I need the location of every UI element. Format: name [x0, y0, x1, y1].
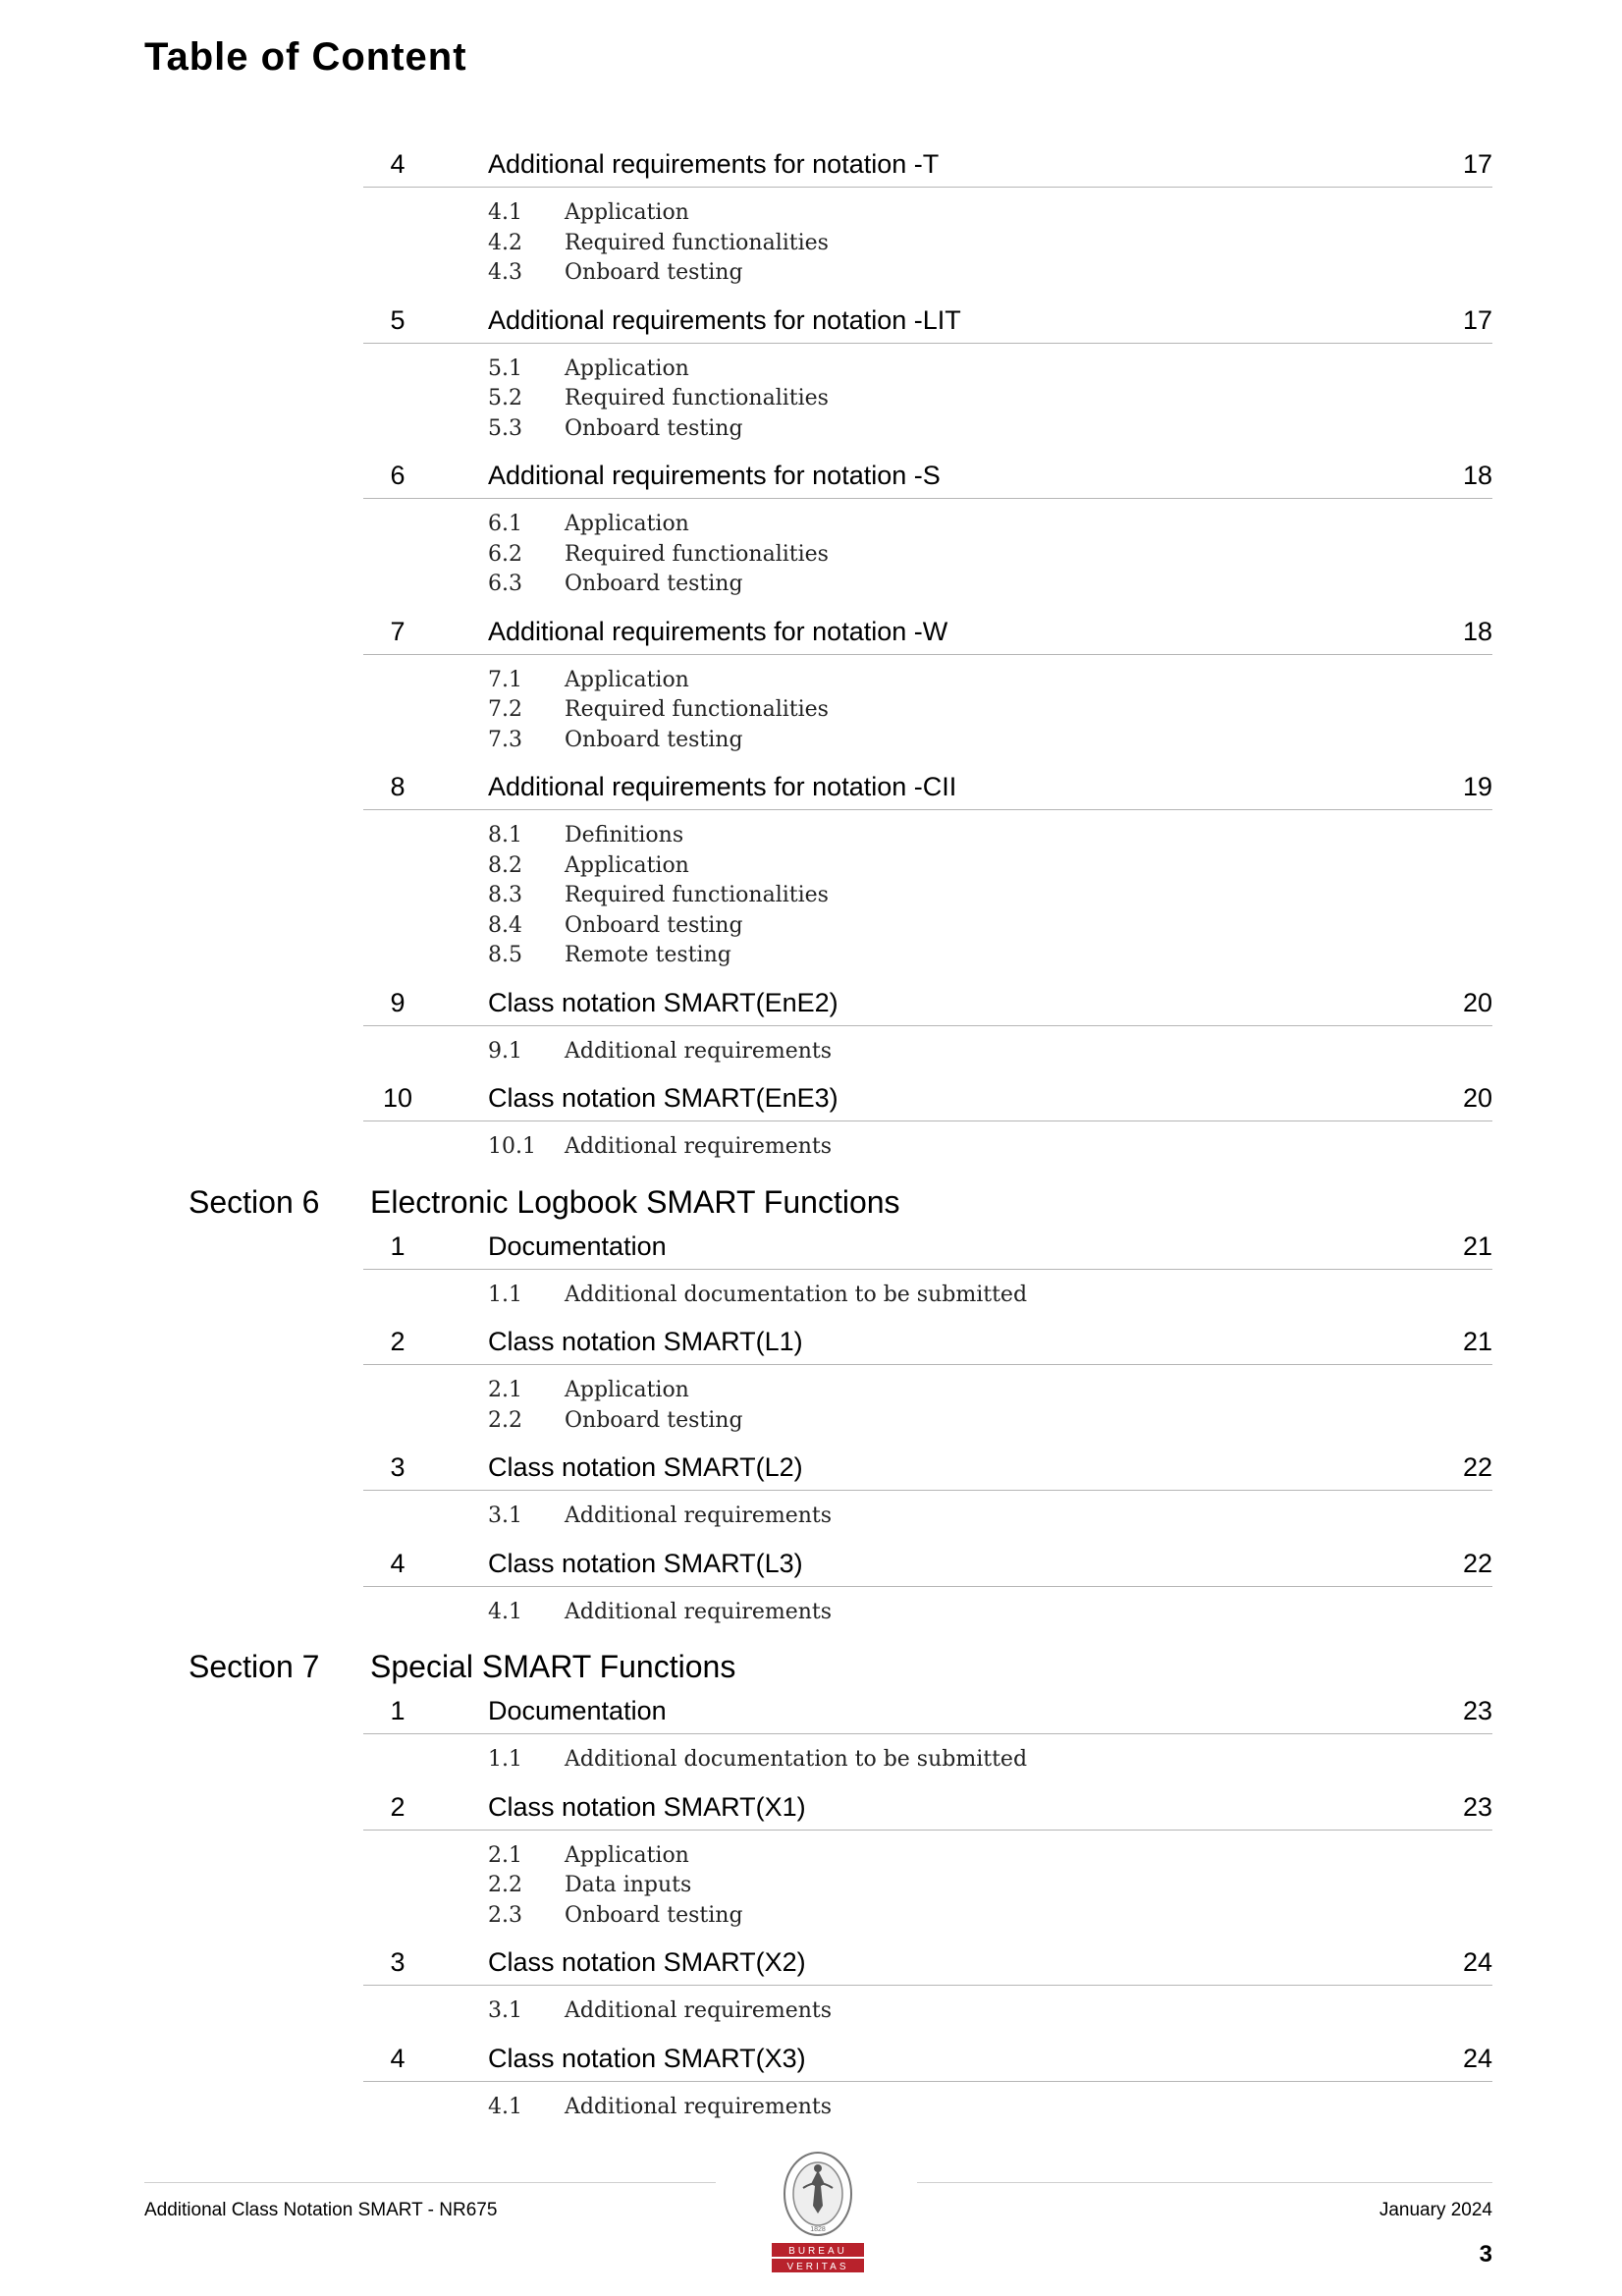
- chapter-entry[interactable]: [363, 1696, 1492, 1734]
- chapter-page: 22: [1462, 1452, 1492, 1482]
- subsection-title: Definitions: [565, 823, 684, 847]
- chapter-title: Documentation: [488, 1696, 667, 1725]
- subsection-number: 2.2: [488, 1873, 522, 1897]
- subsection-title: Onboard testing: [565, 572, 743, 596]
- subsection-number: 8.2: [488, 852, 522, 878]
- subsection-title: Remote testing: [565, 943, 731, 967]
- subsection-number: 3.1: [488, 1503, 522, 1528]
- subsection-number: 1.1: [488, 1282, 522, 1307]
- chapter-title: Class notation SMART(X1): [488, 1791, 806, 1822]
- chapter-number: 1: [390, 1230, 406, 1261]
- chapter-page: 21: [1462, 1327, 1492, 1356]
- chapter-number: 3: [390, 1947, 406, 1977]
- chapter-page: 20: [1462, 1083, 1492, 1113]
- subsection-number: 8.4: [488, 912, 522, 938]
- subsection-title: Additional documentation to be submitted: [565, 1282, 1028, 1307]
- footer-document-title: Additional Class Notation SMART - NR675: [144, 2200, 498, 2220]
- chapter-title: Class notation SMART(X2): [488, 1947, 806, 1977]
- section-label: Section 6: [189, 1183, 320, 1220]
- chapter-page: 23: [1462, 1791, 1492, 1822]
- chapter-page: 17: [1462, 304, 1492, 335]
- subsection-title: Onboard testing: [565, 727, 743, 752]
- subsection-title: Required functionalities: [565, 386, 829, 410]
- chapter-number: 9: [390, 987, 406, 1017]
- chapter-number: 6: [390, 461, 406, 490]
- subsection-number: 8.3: [488, 883, 522, 907]
- subsection-number: 4.1: [488, 2094, 522, 2119]
- subsection-number: 4.1: [488, 200, 522, 225]
- chapter-title: Additional requirements for notation -T: [488, 149, 940, 179]
- subsection-number: 2.1: [488, 1378, 522, 1402]
- chapter-number: 10: [382, 1083, 413, 1113]
- chapter-entry[interactable]: [363, 461, 1492, 499]
- chapter-entry[interactable]: [363, 1947, 1492, 1986]
- subsection-number: 9.1: [488, 1038, 522, 1064]
- chapter-title: Class notation SMART(L3): [488, 1548, 803, 1578]
- subsection-title: Additional requirements: [565, 1503, 833, 1528]
- bureau-veritas-logo-icon: [766, 2149, 870, 2276]
- chapter-number: 5: [390, 304, 406, 335]
- chapter-entry[interactable]: [363, 617, 1492, 655]
- subsection-title: Additional documentation to be submitted: [565, 1747, 1028, 1772]
- subsection-number: 6.3: [488, 572, 522, 596]
- chapter-title: Class notation SMART(EnE2): [488, 987, 838, 1017]
- chapter-entry[interactable]: [363, 1549, 1492, 1587]
- subsection-title: Onboard testing: [565, 1902, 743, 1928]
- subsection-number: 5.2: [488, 386, 522, 410]
- chapter-entry[interactable]: [363, 1452, 1492, 1491]
- chapter-entry[interactable]: [363, 2044, 1492, 2082]
- subsection-number: 2.2: [488, 1407, 522, 1433]
- subsection-number: 6.1: [488, 512, 522, 536]
- subsection-number: 6.2: [488, 541, 522, 567]
- subsection-title: Application: [565, 200, 689, 225]
- subsection-title: Onboard testing: [565, 912, 743, 938]
- chapter-number: 7: [390, 616, 406, 646]
- subsection-number: 2.3: [488, 1902, 522, 1928]
- chapter-page: 22: [1462, 1548, 1492, 1578]
- chapter-page: 24: [1462, 1947, 1492, 1977]
- subsection-number: 7.1: [488, 667, 522, 692]
- chapter-number: 4: [390, 149, 406, 179]
- chapter-page: 18: [1462, 461, 1492, 490]
- subsection-title: Onboard testing: [565, 260, 743, 285]
- svg-text:VERITAS: VERITAS: [786, 2262, 849, 2272]
- chapter-entry[interactable]: [363, 149, 1492, 188]
- chapter-title: Additional requirements for notation -LIT: [488, 304, 961, 335]
- subsection-number: 8.5: [488, 943, 522, 967]
- chapter-entry[interactable]: [363, 988, 1492, 1026]
- subsection-title: Onboard testing: [565, 1407, 743, 1433]
- chapter-title: Class notation SMART(L2): [488, 1452, 803, 1482]
- chapter-number: 4: [390, 2043, 406, 2073]
- subsection-number: 1.1: [488, 1747, 522, 1772]
- subsection-title: Required functionalities: [565, 883, 829, 907]
- subsection-title: Additional requirements: [565, 2094, 833, 2119]
- chapter-title: Class notation SMART(X3): [488, 2043, 806, 2073]
- subsection-title: Required functionalities: [565, 697, 829, 722]
- chapter-page: 23: [1462, 1696, 1492, 1725]
- chapter-entry[interactable]: [363, 305, 1492, 344]
- subsection-title: Required functionalities: [565, 230, 829, 255]
- footer-divider-right: [917, 2182, 1492, 2183]
- section-heading: [0, 1649, 1622, 1692]
- chapter-number: 1: [390, 1696, 406, 1725]
- subsection-title: Application: [565, 355, 689, 381]
- chapter-title: Class notation SMART(L1): [488, 1327, 803, 1356]
- chapter-number: 4: [390, 1548, 406, 1578]
- chapter-number: 3: [390, 1452, 406, 1482]
- subsection-number: 5.1: [488, 355, 522, 381]
- chapter-page: 19: [1462, 772, 1492, 801]
- subsection-title: Additional requirements: [565, 1134, 833, 1159]
- section-title: Special SMART Functions: [370, 1649, 736, 1684]
- footer-date: January 2024: [1379, 2200, 1492, 2220]
- svg-text:BUREAU: BUREAU: [788, 2246, 847, 2257]
- chapter-title: Class notation SMART(EnE3): [488, 1083, 838, 1113]
- subsection-number: 2.1: [488, 1842, 522, 1868]
- subsection-title: Onboard testing: [565, 415, 743, 441]
- page-number: 3: [1479, 2241, 1492, 2268]
- chapter-entry[interactable]: [363, 1083, 1492, 1121]
- chapter-page: 24: [1462, 2043, 1492, 2073]
- chapter-title: Additional requirements for notation -CII: [488, 772, 957, 801]
- subsection-title: Application: [565, 512, 689, 536]
- subsection-number: 4.2: [488, 230, 522, 255]
- chapter-page: 20: [1462, 987, 1492, 1017]
- subsection-title: Application: [565, 667, 689, 692]
- subsection-title: Additional requirements: [565, 1998, 833, 2023]
- subsection-number: 4.1: [488, 1599, 522, 1624]
- footer-divider-left: [144, 2182, 716, 2183]
- subsection-number: 7.2: [488, 697, 522, 722]
- subsection-number: 3.1: [488, 1998, 522, 2023]
- subsection-title: Data inputs: [565, 1873, 692, 1897]
- chapter-title: Additional requirements for notation -W: [488, 616, 948, 646]
- chapter-entry[interactable]: [363, 1231, 1492, 1270]
- chapter-number: 8: [390, 772, 406, 801]
- chapter-entry[interactable]: [363, 1327, 1492, 1365]
- chapter-number: 2: [390, 1791, 406, 1822]
- subsection-number: 10.1: [488, 1134, 536, 1159]
- subsection-title: Application: [565, 1378, 689, 1402]
- section-title: Electronic Logbook SMART Functions: [370, 1183, 900, 1220]
- chapter-title: Additional requirements for notation -S: [488, 461, 941, 490]
- subsection-number: 5.3: [488, 415, 522, 441]
- section-label: Section 7: [189, 1649, 320, 1684]
- chapter-number: 2: [390, 1327, 406, 1356]
- subsection-title: Additional requirements: [565, 1599, 833, 1624]
- chapter-entry[interactable]: [363, 772, 1492, 810]
- subsection-number: 4.3: [488, 260, 522, 285]
- section-heading: [0, 1184, 1622, 1228]
- subsection-title: Additional requirements: [565, 1038, 833, 1064]
- subsection-number: 8.1: [488, 823, 522, 847]
- page-title: Table of Content: [144, 35, 467, 79]
- chapter-page: 21: [1462, 1230, 1492, 1261]
- chapter-page: 18: [1462, 616, 1492, 646]
- chapter-page: 17: [1462, 149, 1492, 179]
- svg-text:1828: 1828: [810, 2226, 826, 2233]
- subsection-number: 7.3: [488, 727, 522, 752]
- subsection-title: Application: [565, 852, 689, 878]
- chapter-title: Documentation: [488, 1230, 667, 1261]
- subsection-title: Application: [565, 1842, 689, 1868]
- chapter-entry[interactable]: [363, 1792, 1492, 1831]
- subsection-title: Required functionalities: [565, 541, 829, 567]
